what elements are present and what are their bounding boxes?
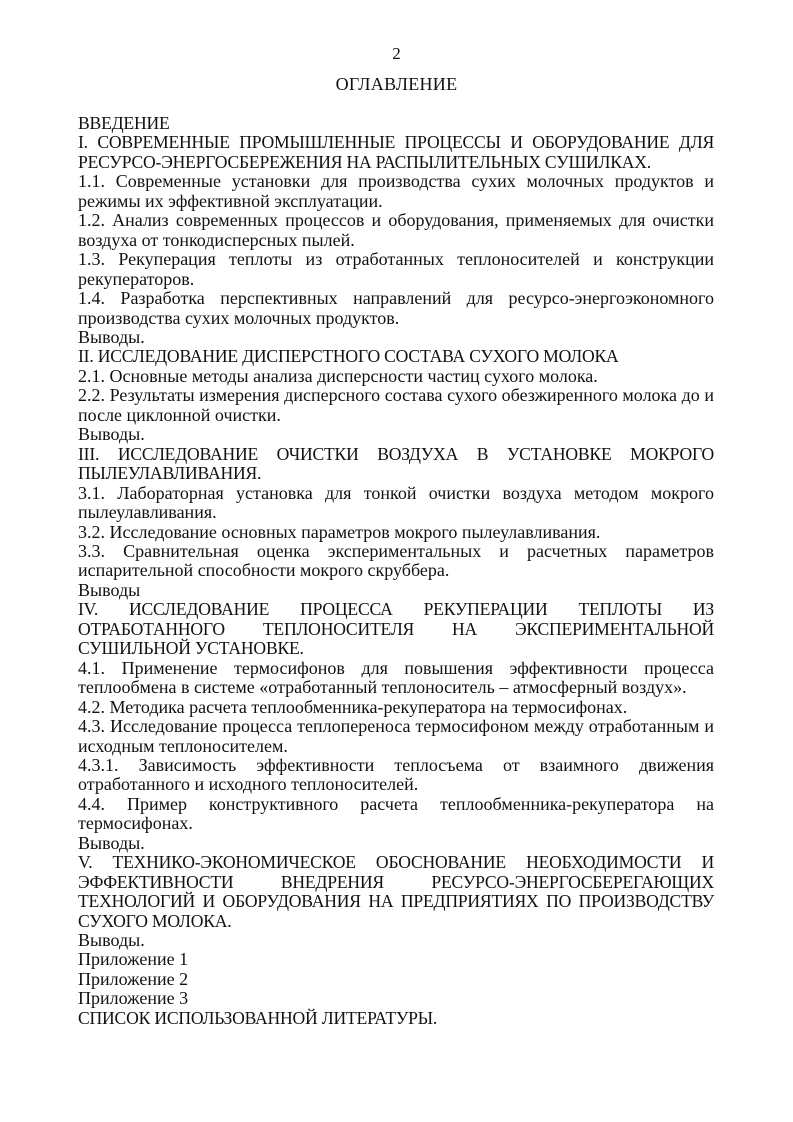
table-of-contents bbox=[78, 114, 714, 1028]
toc-entry: 1.3. Рекуперация теплоты из отработанных теплоносителей и конструкции рекуператоров. bbox=[78, 249, 714, 289]
toc-entry: 4.4. Пример конструктивного расчета теплообменника-рекуператора на термосифонах. bbox=[78, 793, 714, 834]
toc-entry: Выводы. bbox=[78, 832, 145, 853]
toc-entry: 4.3. Исследование процесса теплопереноса термосифоном между отработанным и исходным теплоносителем. bbox=[78, 716, 714, 756]
page-title: ОГЛАВЛЕНИЕ bbox=[335, 74, 458, 94]
toc-entry: Приложение 3 bbox=[78, 988, 189, 1009]
toc-entry: 2.1. Основные методы анализа дисперсности частиц сухого молока. bbox=[78, 365, 598, 386]
toc-entry: Выводы. bbox=[78, 326, 145, 347]
page-number: 2 bbox=[392, 44, 401, 63]
toc-entry: 4.2. Методика расчета теплообменника-рекуператора на термосифонах. bbox=[78, 696, 628, 717]
toc-chapter-heading: III. ИССЛЕДОВАНИЕ ОЧИСТКИ ВОЗДУХА В УСТАНОВКЕ МОКРОГО ПЫЛЕУЛАВЛИВАНИЯ. bbox=[78, 443, 714, 484]
toc-entry: 2.2. Результаты измерения дисперсного состава сухого обезжиренного молока до и после циклонной очистки. bbox=[78, 385, 714, 425]
toc-entry: 1.4. Разработка перспективных направлений для ресурсо-энергоэкономного производства сухих молочных продуктов. bbox=[78, 288, 714, 328]
toc-entry: 1.1. Современные установки для производства сухих молочных продуктов и режимы их эффективной эксплуатации. bbox=[78, 171, 714, 211]
toc-chapter-heading: I. СОВРЕМЕННЫЕ ПРОМЫШЛЕННЫЕ ПРОЦЕССЫ И ОБОРУДОВАНИЕ ДЛЯ РЕСУРСО-ЭНЕРГОСБЕРЕЖЕНИЯ НА РАСПЫЛИТЕЛЬНЫХ СУШИЛКАХ. bbox=[78, 132, 714, 172]
toc-entry: 3.2. Исследование основных параметров мокрого пылеулавливания. bbox=[78, 521, 601, 542]
toc-chapter-heading: IV. ИССЛЕДОВАНИЕ ПРОЦЕССА РЕКУПЕРАЦИИ ТЕПЛОТЫ ИЗ ОТРАБОТАННОГО ТЕПЛОНОСИТЕЛЯ НА ЭКСПЕРИМЕНТАЛЬНОЙ СУШИЛЬНОЙ УСТАНОВКЕ. bbox=[78, 599, 714, 659]
toc-entry: Приложение 1 bbox=[78, 949, 189, 970]
toc-chapter-heading: V. ТЕХНИКО-ЭКОНОМИЧЕСКОЕ ОБОСНОВАНИЕ НЕОБХОДИМОСТИ И ЭФФЕКТИВНОСТИ ВНЕДРЕНИЯ РЕСУРСО-ЭНЕРГОСБЕРЕГАЮЩИХ ТЕХНОЛОГИЙ И ОБОРУДОВАНИЯ НА ПРЕДПРИЯТИЯХ ПО ПРОИЗВОДСТВУ СУХОГО МОЛОКА. bbox=[78, 852, 714, 931]
toc-entry: Приложение 2 bbox=[78, 968, 189, 989]
toc-entry: 4.3.1. Зависимость эффективности теплосъема от взаимного движения отработанного и исходного теплоносителей. bbox=[78, 754, 714, 795]
toc-entry: 3.3. Сравнительная оценка экспериментальных и расчетных параметров испарительной способности мокрого скруббера. bbox=[78, 540, 714, 581]
toc-entry: Выводы. bbox=[78, 930, 145, 951]
toc-chapter-heading: ВВЕДЕНИЕ bbox=[78, 113, 170, 133]
toc-chapter-heading: СПИСОК ИСПОЛЬЗОВАННОЙ ЛИТЕРАТУРЫ. bbox=[78, 1007, 438, 1028]
toc-entry: Выводы bbox=[78, 579, 141, 600]
toc-entry: Выводы. bbox=[78, 424, 145, 445]
toc-entry: 3.1. Лабораторная установка для тонкой очистки воздуха методом мокрого пылеулавливания. bbox=[78, 482, 714, 523]
toc-chapter-heading: II. ИССЛЕДОВАНИЕ ДИСПЕРСТНОГО СОСТАВА СУХОГО МОЛОКА bbox=[78, 346, 619, 367]
toc-entry: 1.2. Анализ современных процессов и оборудования, применяемых для очистки воздуха от тонкодисперсных пылей. bbox=[78, 210, 714, 250]
toc-entry: 4.1. Применение термосифонов для повышения эффективности процесса теплообмена в системе «отработанный теплоноситель – атмосферный воздух». bbox=[78, 657, 714, 698]
